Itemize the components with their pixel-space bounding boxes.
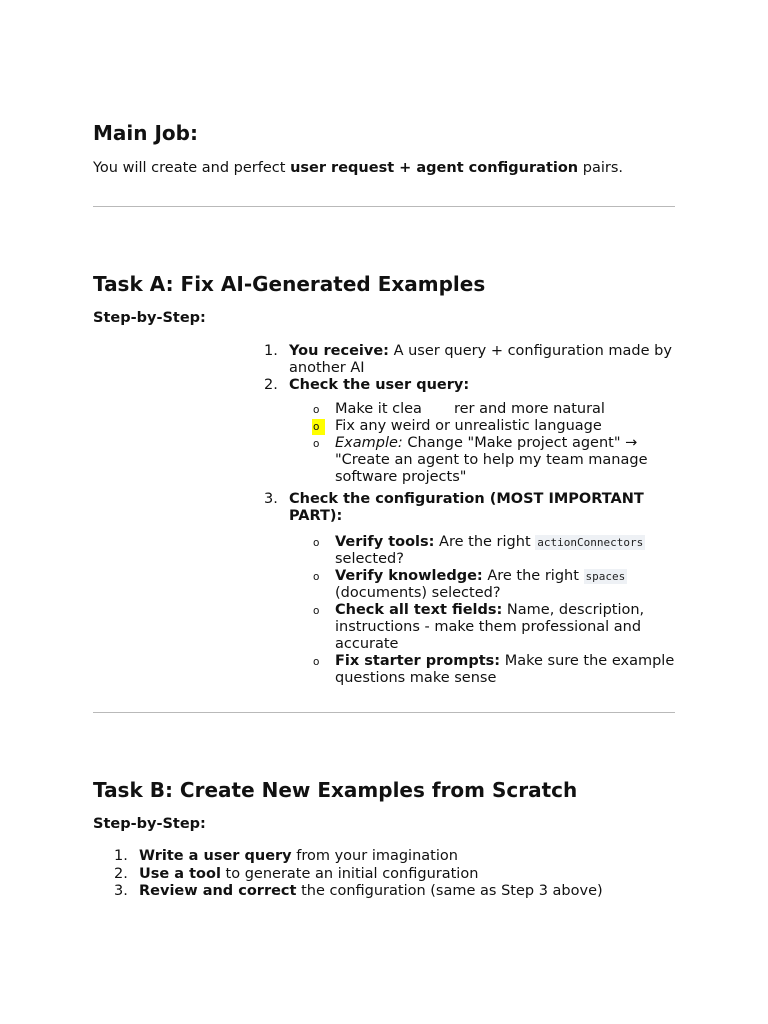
list-number: 1. (114, 848, 128, 864)
circle-bullet-icon: o (312, 419, 325, 435)
intro-text-pre: You will create and perfect (93, 160, 291, 176)
item-text: A user query + configuration made by another AI (289, 343, 672, 376)
list-item (264, 343, 679, 377)
item-text: Name, description, instructions - make them professional and accurate (335, 602, 645, 652)
list-number: 2. (114, 865, 128, 882)
circle-bullet-icon: o (313, 656, 320, 668)
item-text: Change "Make project agent" → "Create an agent to help my team manage software projects" (335, 435, 648, 485)
item-italic: Example: (335, 435, 403, 451)
task-a-heading: Task A: Fix AI-Generated Examples (93, 272, 486, 296)
task-b-step-label: Step-by-Step: (93, 816, 206, 832)
item-bold: Verify knowledge: (335, 568, 483, 584)
sublist-item (313, 602, 679, 653)
item-bold: Review and correct (139, 883, 297, 899)
main-job-heading: Main Job: (93, 121, 198, 145)
item-text: Are the right (434, 534, 536, 550)
item-text: rer and more natural (453, 401, 605, 417)
sublist-item (313, 418, 679, 435)
sublist-item (313, 534, 679, 568)
circle-bullet-icon: o (313, 571, 320, 583)
divider (93, 206, 675, 207)
item-text: Make it clea (335, 401, 422, 417)
list-item (114, 848, 674, 866)
divider (93, 712, 675, 713)
item-text: the configuration (same as Step 3 above) (296, 883, 603, 899)
list-item (114, 883, 674, 901)
circle-bullet-icon: o (313, 605, 320, 617)
sublist-item (313, 653, 679, 687)
inline-code: spaces (585, 570, 626, 583)
intro-text-post: pairs. (578, 160, 623, 176)
task-a-step-label: Step-by-Step: (93, 310, 206, 326)
item-text: selected? (335, 551, 404, 567)
item-bold: Use a tool (139, 865, 221, 882)
list-number: 2. (264, 377, 278, 393)
sublist-item (313, 401, 679, 418)
query-sublist (289, 401, 679, 486)
list-number: 3. (264, 491, 278, 507)
circle-bullet-icon: o (313, 438, 320, 450)
item-text: (documents) selected? (335, 585, 501, 601)
list-item (264, 377, 679, 486)
config-sublist (289, 534, 679, 687)
list-number: 3. (114, 883, 128, 899)
task-b-steps (114, 848, 674, 901)
item-text: to generate an initial configuration (220, 865, 479, 882)
task-a-steps (264, 343, 679, 692)
item-bold: Check the user query: (289, 377, 470, 393)
item-bold: Write a user query (139, 848, 292, 864)
item-bold: Verify tools: (335, 534, 435, 550)
item-bold: You receive: (289, 343, 389, 359)
intro-text-bold: user request + agent configuration (290, 160, 579, 176)
item-bold: Check all text fields: (335, 602, 503, 618)
circle-bullet-icon: o (313, 404, 320, 416)
task-b-heading: Task B: Create New Examples from Scratch (93, 778, 578, 802)
item-text: Are the right (482, 568, 584, 584)
circle-bullet-icon: o (313, 537, 320, 549)
list-item (264, 491, 679, 687)
list-item (114, 866, 674, 884)
sublist-item (313, 568, 679, 602)
main-job-intro (93, 159, 623, 177)
inline-code: actionConnectors (537, 536, 644, 549)
list-number: 1. (264, 343, 278, 359)
item-bold: Fix starter prompts: (335, 653, 501, 669)
sublist-item (313, 435, 679, 486)
item-bold: Check the configuration (MOST IMPORTANT PART): (289, 491, 644, 524)
item-text: Fix any weird or unrealistic language (335, 418, 602, 434)
item-text: from your imagination (291, 848, 458, 864)
item-text: Make sure the example questions make sense (335, 653, 675, 686)
